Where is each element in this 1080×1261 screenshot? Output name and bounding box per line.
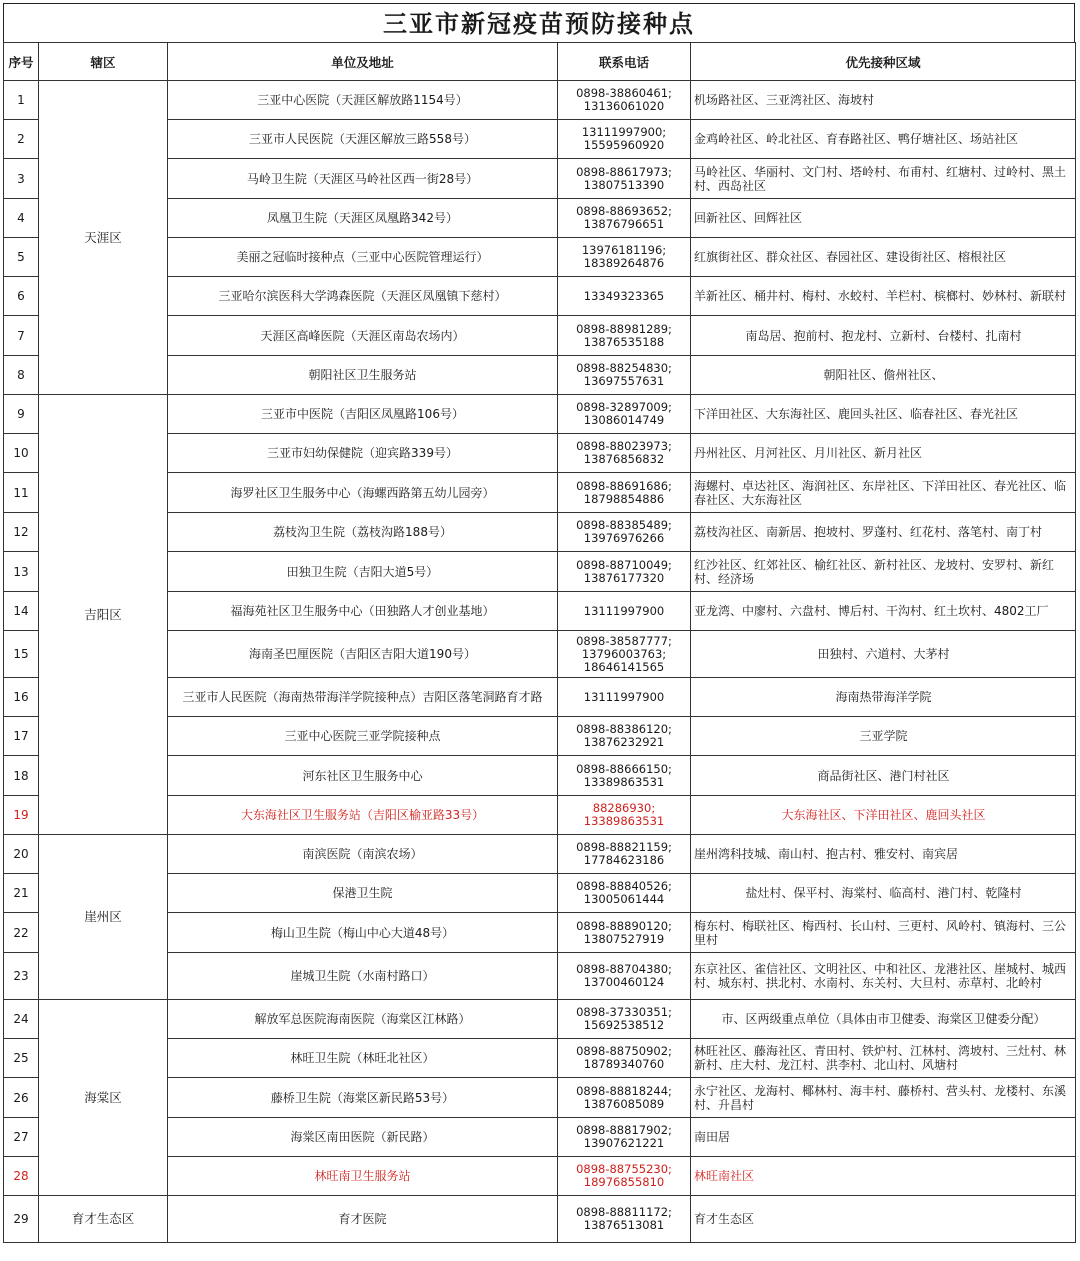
unit-address-cell: 河东社区卫生服务中心 (168, 756, 558, 796)
phone-number: 0898-88691686; (576, 478, 672, 493)
phone-cell (558, 1078, 691, 1118)
table-row (4, 395, 1076, 434)
row-number: 2 (4, 120, 39, 159)
unit-address-cell: 三亚哈尔滨医科大学鸿森医院（天涯区凤凰镇下慈村） (168, 277, 558, 316)
phone-number: 13876535188 (583, 334, 665, 349)
district-cell: 天涯区 (39, 81, 168, 395)
phone-number: 88286930; (592, 801, 656, 815)
phone-number: 0898-88710049; (576, 557, 672, 572)
phone-cell (558, 513, 691, 552)
unit-address-cell: 林旺南卫生服务站 (168, 1157, 558, 1196)
header-area: 优先接种区域 (691, 43, 1076, 81)
priority-area-cell: 田独村、六道村、大茅村 (691, 631, 1076, 678)
row-number: 6 (4, 277, 39, 316)
priority-area-cell: 丹州社区、月河社区、月川社区、新月社区 (691, 434, 1076, 473)
phone-number: 0898-38587777; (576, 633, 672, 648)
phone-cell (558, 1196, 691, 1243)
phone-number: 0898-37330351; (576, 1005, 672, 1019)
row-number: 5 (4, 238, 39, 277)
phone-number: 0898-88817902; (576, 1123, 672, 1137)
phone-number: 0898-88821159; (576, 840, 672, 854)
priority-area-cell: 羊新社区、桶井村、梅村、水蛟村、羊栏村、槟榔村、妙林村、新联村 (691, 277, 1076, 316)
phone-number: 0898-88750902; (576, 1044, 672, 1058)
priority-area-cell: 亚龙湾、中廖村、六盘村、博后村、干沟村、红土坎村、4802工厂 (691, 592, 1076, 631)
unit-address-cell: 藤桥卫生院（海棠区新民路53号） (168, 1078, 558, 1118)
unit-address-cell: 朝阳社区卫生服务站 (168, 356, 558, 395)
row-number: 16 (4, 678, 39, 717)
priority-area-cell: 育才生态区 (691, 1196, 1076, 1243)
unit-address-cell: 海棠区南田医院（新民路） (168, 1118, 558, 1157)
phone-number: 18646141565 (583, 659, 665, 674)
priority-area-cell: 朝阳社区、儋州社区、 (691, 356, 1076, 395)
priority-area-cell: 大东海社区、下洋田社区、鹿回头社区 (691, 796, 1076, 835)
unit-address-cell: 天涯区高峰医院（天涯区南岛农场内） (168, 316, 558, 356)
phone-number: 13136061020 (583, 99, 665, 113)
phone-cell (558, 678, 691, 717)
priority-area-cell: 荔枝沟社区、南新居、抱坡村、罗蓬村、红花村、落笔村、南丁村 (691, 513, 1076, 552)
row-number: 8 (4, 356, 39, 395)
phone-number: 13697557631 (583, 374, 665, 388)
phone-number: 13389863531 (583, 774, 665, 789)
unit-address-cell: 马岭卫生院（天涯区马岭社区西一街28号） (168, 159, 558, 199)
row-number: 17 (4, 717, 39, 756)
phone-number: 13111997900 (583, 689, 665, 704)
vaccination-sites-sheet (3, 3, 1075, 1253)
row-number: 25 (4, 1039, 39, 1078)
phone-cell (558, 835, 691, 874)
phone-number: 13876856832 (583, 452, 665, 466)
priority-area-cell: 下洋田社区、大东海社区、鹿回头社区、临春社区、春光社区 (691, 395, 1076, 434)
row-number: 28 (4, 1157, 39, 1196)
header-phone: 联系电话 (558, 43, 691, 81)
phone-number: 0898-88666150; (576, 761, 672, 776)
phone-number: 13700460124 (583, 975, 665, 989)
phone-number: 0898-88811172; (576, 1205, 672, 1219)
phone-number: 0898-88385489; (576, 518, 672, 532)
phone-cell (558, 796, 691, 835)
unit-address-cell: 福海苑社区卫生服务中心（田独路人才创业基地） (168, 592, 558, 631)
phone-number: 13086014749 (583, 413, 665, 427)
phone-number: 13807527919 (583, 931, 665, 946)
phone-number: 18789340760 (583, 1057, 665, 1071)
phone-cell (558, 756, 691, 796)
row-number: 4 (4, 199, 39, 238)
unit-address-cell: 凤凰卫生院（天涯区凤凰路342号） (168, 199, 558, 238)
phone-cell (558, 592, 691, 631)
priority-area-cell: 金鸡岭社区、岭北社区、育春路社区、鸭仔塘社区、场站社区 (691, 120, 1076, 159)
phone-cell (558, 1039, 691, 1078)
phone-cell (558, 434, 691, 473)
district-cell: 海棠区 (39, 1000, 168, 1196)
phone-cell (558, 395, 691, 434)
phone-cell (558, 552, 691, 592)
phone-number: 0898-38860461; (576, 86, 672, 100)
phone-number: 17784623186 (583, 853, 665, 867)
phone-cell (558, 199, 691, 238)
phone-cell (558, 631, 691, 678)
phone-cell (558, 913, 691, 953)
unit-address-cell: 育才医院 (168, 1196, 558, 1243)
phone-cell (558, 473, 691, 513)
table-body (4, 81, 1076, 1243)
phone-number: 0898-88840526; (576, 879, 672, 893)
unit-address-cell: 荔枝沟卫生院（荔枝沟路188号） (168, 513, 558, 552)
priority-area-cell: 红旗街社区、群众社区、春园社区、建设街社区、榕根社区 (691, 238, 1076, 277)
unit-address-cell: 三亚中心医院（天涯区解放路1154号） (168, 81, 558, 120)
phone-number: 0898-88890120; (576, 918, 672, 933)
unit-address-cell: 解放军总医院海南医院（海棠区江林路） (168, 1000, 558, 1039)
phone-cell (558, 874, 691, 913)
row-number: 22 (4, 913, 39, 953)
phone-number: 13907621221 (583, 1136, 665, 1150)
phone-number: 13976181196; (581, 243, 667, 257)
priority-area-cell: 回新社区、回辉社区 (691, 199, 1076, 238)
phone-cell (558, 316, 691, 356)
phone-number: 13876232921 (583, 735, 665, 749)
row-number: 13 (4, 552, 39, 592)
phone-number: 0898-88704380; (576, 962, 672, 976)
row-number: 29 (4, 1196, 39, 1243)
phone-number: 13796003763; (581, 646, 667, 661)
phone-cell (558, 277, 691, 316)
phone-number: 13111997900; (581, 125, 667, 139)
phone-number: 0898-32897009; (576, 400, 672, 414)
phone-cell (558, 159, 691, 199)
unit-address-cell: 三亚市人民医院（天涯区解放三路558号） (168, 120, 558, 159)
phone-number: 13976976266 (583, 531, 665, 545)
row-number: 15 (4, 631, 39, 678)
priority-area-cell: 林旺南社区 (691, 1157, 1076, 1196)
phone-number: 13876085089 (583, 1096, 665, 1111)
row-number: 23 (4, 953, 39, 1000)
phone-cell (558, 717, 691, 756)
row-number: 26 (4, 1078, 39, 1118)
phone-cell (558, 1157, 691, 1196)
header-unit: 单位及地址 (168, 43, 558, 81)
phone-number: 13876513081 (583, 1218, 665, 1232)
phone-number: 0898-88386120; (576, 722, 672, 736)
priority-area-cell: 三亚学院 (691, 717, 1076, 756)
priority-area-cell: 东京社区、雀信社区、文明社区、中和社区、龙港社区、崖城村、城西村、城东村、拱北村、水南村、东关村、大旦村、赤草村、北岭村 (691, 953, 1076, 1000)
priority-area-cell: 海螺村、卓达社区、海润社区、东岸社区、下洋田社区、春光社区、临春社区、大东海社区 (691, 473, 1076, 513)
unit-address-cell: 三亚市中医院（吉阳区凤凰路106号） (168, 395, 558, 434)
row-number: 18 (4, 756, 39, 796)
phone-number: 0898-88254830; (576, 361, 672, 375)
priority-area-cell: 机场路社区、三亚湾社区、海坡村 (691, 81, 1076, 120)
district-cell: 吉阳区 (39, 395, 168, 835)
row-number: 27 (4, 1118, 39, 1157)
phone-cell (558, 1000, 691, 1039)
phone-cell (558, 120, 691, 159)
row-number: 24 (4, 1000, 39, 1039)
phone-number: 18976855810 (583, 1175, 665, 1189)
phone-number: 13807513390 (583, 177, 665, 192)
unit-address-cell: 保港卫生院 (168, 874, 558, 913)
priority-area-cell: 南田居 (691, 1118, 1076, 1157)
phone-number: 13389863531 (583, 814, 665, 828)
unit-address-cell: 三亚市妇幼保健院（迎宾路339号） (168, 434, 558, 473)
unit-address-cell: 林旺卫生院（林旺北社区） (168, 1039, 558, 1078)
table-row (4, 1000, 1076, 1039)
table-row (4, 81, 1076, 120)
row-number: 11 (4, 473, 39, 513)
phone-number: 0898-88023973; (576, 439, 672, 453)
priority-area-cell: 崖州湾科技城、南山村、抱古村、雅安村、南宾居 (691, 835, 1076, 874)
row-number: 3 (4, 159, 39, 199)
phone-number: 15692538512 (583, 1018, 665, 1032)
unit-address-cell: 三亚市人民医院（海南热带海洋学院接种点）吉阳区落笔洞路育才路 (168, 678, 558, 717)
unit-address-cell: 三亚中心医院三亚学院接种点 (168, 717, 558, 756)
row-number: 10 (4, 434, 39, 473)
unit-address-cell: 美丽之冠临时接种点（三亚中心医院管理运行） (168, 238, 558, 277)
priority-area-cell: 红沙社区、红郊社区、榆红社区、新村社区、龙坡村、安罗村、新红村、经济场 (691, 552, 1076, 592)
row-number: 7 (4, 316, 39, 356)
phone-cell (558, 1118, 691, 1157)
phone-number: 0898-88617973; (576, 164, 672, 179)
header-row (4, 43, 1076, 81)
phone-number: 18798854886 (583, 491, 665, 506)
phone-number: 13349323365 (583, 288, 665, 303)
unit-address-cell: 南滨医院（南滨农场） (168, 835, 558, 874)
sites-table (3, 42, 1076, 1243)
header-district: 辖区 (39, 43, 168, 81)
unit-address-cell: 海罗社区卫生服务中心（海螺西路第五幼儿园旁） (168, 473, 558, 513)
unit-address-cell: 大东海社区卫生服务站（吉阳区榆亚路33号） (168, 796, 558, 835)
phone-cell (558, 238, 691, 277)
priority-area-cell: 南岛居、抱前村、抱龙村、立新村、台楼村、扎南村 (691, 316, 1076, 356)
phone-cell (558, 953, 691, 1000)
page-title: 三亚市新冠疫苗预防接种点 (3, 3, 1075, 42)
priority-area-cell: 林旺社区、藤海社区、青田村、铁炉村、江林村、湾坡村、三灶村、林新村、庄大村、龙江村、洪李村、北山村、风塘村 (691, 1039, 1076, 1078)
phone-number: 0898-88755230; (576, 1162, 672, 1176)
row-number: 12 (4, 513, 39, 552)
header-no: 序号 (4, 43, 39, 81)
phone-number: 0898-88818244; (576, 1083, 672, 1098)
table-row (4, 1196, 1076, 1243)
phone-cell (558, 81, 691, 120)
unit-address-cell: 梅山卫生院（梅山中心大道48号） (168, 913, 558, 953)
phone-cell (558, 356, 691, 395)
priority-area-cell: 马岭社区、华丽村、文门村、塔岭村、布甫村、红塘村、过岭村、黑土村、西岛社区 (691, 159, 1076, 199)
row-number: 14 (4, 592, 39, 631)
phone-number: 13111997900 (583, 603, 665, 618)
row-number: 19 (4, 796, 39, 835)
row-number: 9 (4, 395, 39, 434)
district-cell: 育才生态区 (39, 1196, 168, 1243)
row-number: 20 (4, 835, 39, 874)
phone-number: 13876796651 (583, 217, 665, 231)
table-row (4, 835, 1076, 874)
priority-area-cell: 海南热带海洋学院 (691, 678, 1076, 717)
priority-area-cell: 市、区两级重点单位（具体由市卫健委、海棠区卫健委分配） (691, 1000, 1076, 1039)
phone-number: 13876177320 (583, 570, 665, 585)
priority-area-cell: 盐灶村、保平村、海棠村、临高村、港门村、乾隆村 (691, 874, 1076, 913)
phone-number: 13005061444 (583, 892, 665, 906)
unit-address-cell: 崖城卫生院（水南村路口） (168, 953, 558, 1000)
priority-area-cell: 梅东村、梅联社区、梅西村、长山村、三更村、风岭村、镇海村、三公里村 (691, 913, 1076, 953)
phone-number: 0898-88981289; (576, 321, 672, 336)
row-number: 21 (4, 874, 39, 913)
priority-area-cell: 永宁社区、龙海村、椰林村、海丰村、藤桥村、营头村、龙楼村、东溪村、升昌村 (691, 1078, 1076, 1118)
unit-address-cell: 田独卫生院（吉阳大道5号） (168, 552, 558, 592)
phone-number: 18389264876 (583, 256, 665, 270)
unit-address-cell: 海南圣巴厘医院（吉阳区吉阳大道190号） (168, 631, 558, 678)
phone-number: 15595960920 (583, 138, 665, 152)
district-cell: 崖州区 (39, 835, 168, 1000)
row-number: 1 (4, 81, 39, 120)
priority-area-cell: 商品街社区、港门村社区 (691, 756, 1076, 796)
phone-number: 0898-88693652; (576, 204, 672, 218)
